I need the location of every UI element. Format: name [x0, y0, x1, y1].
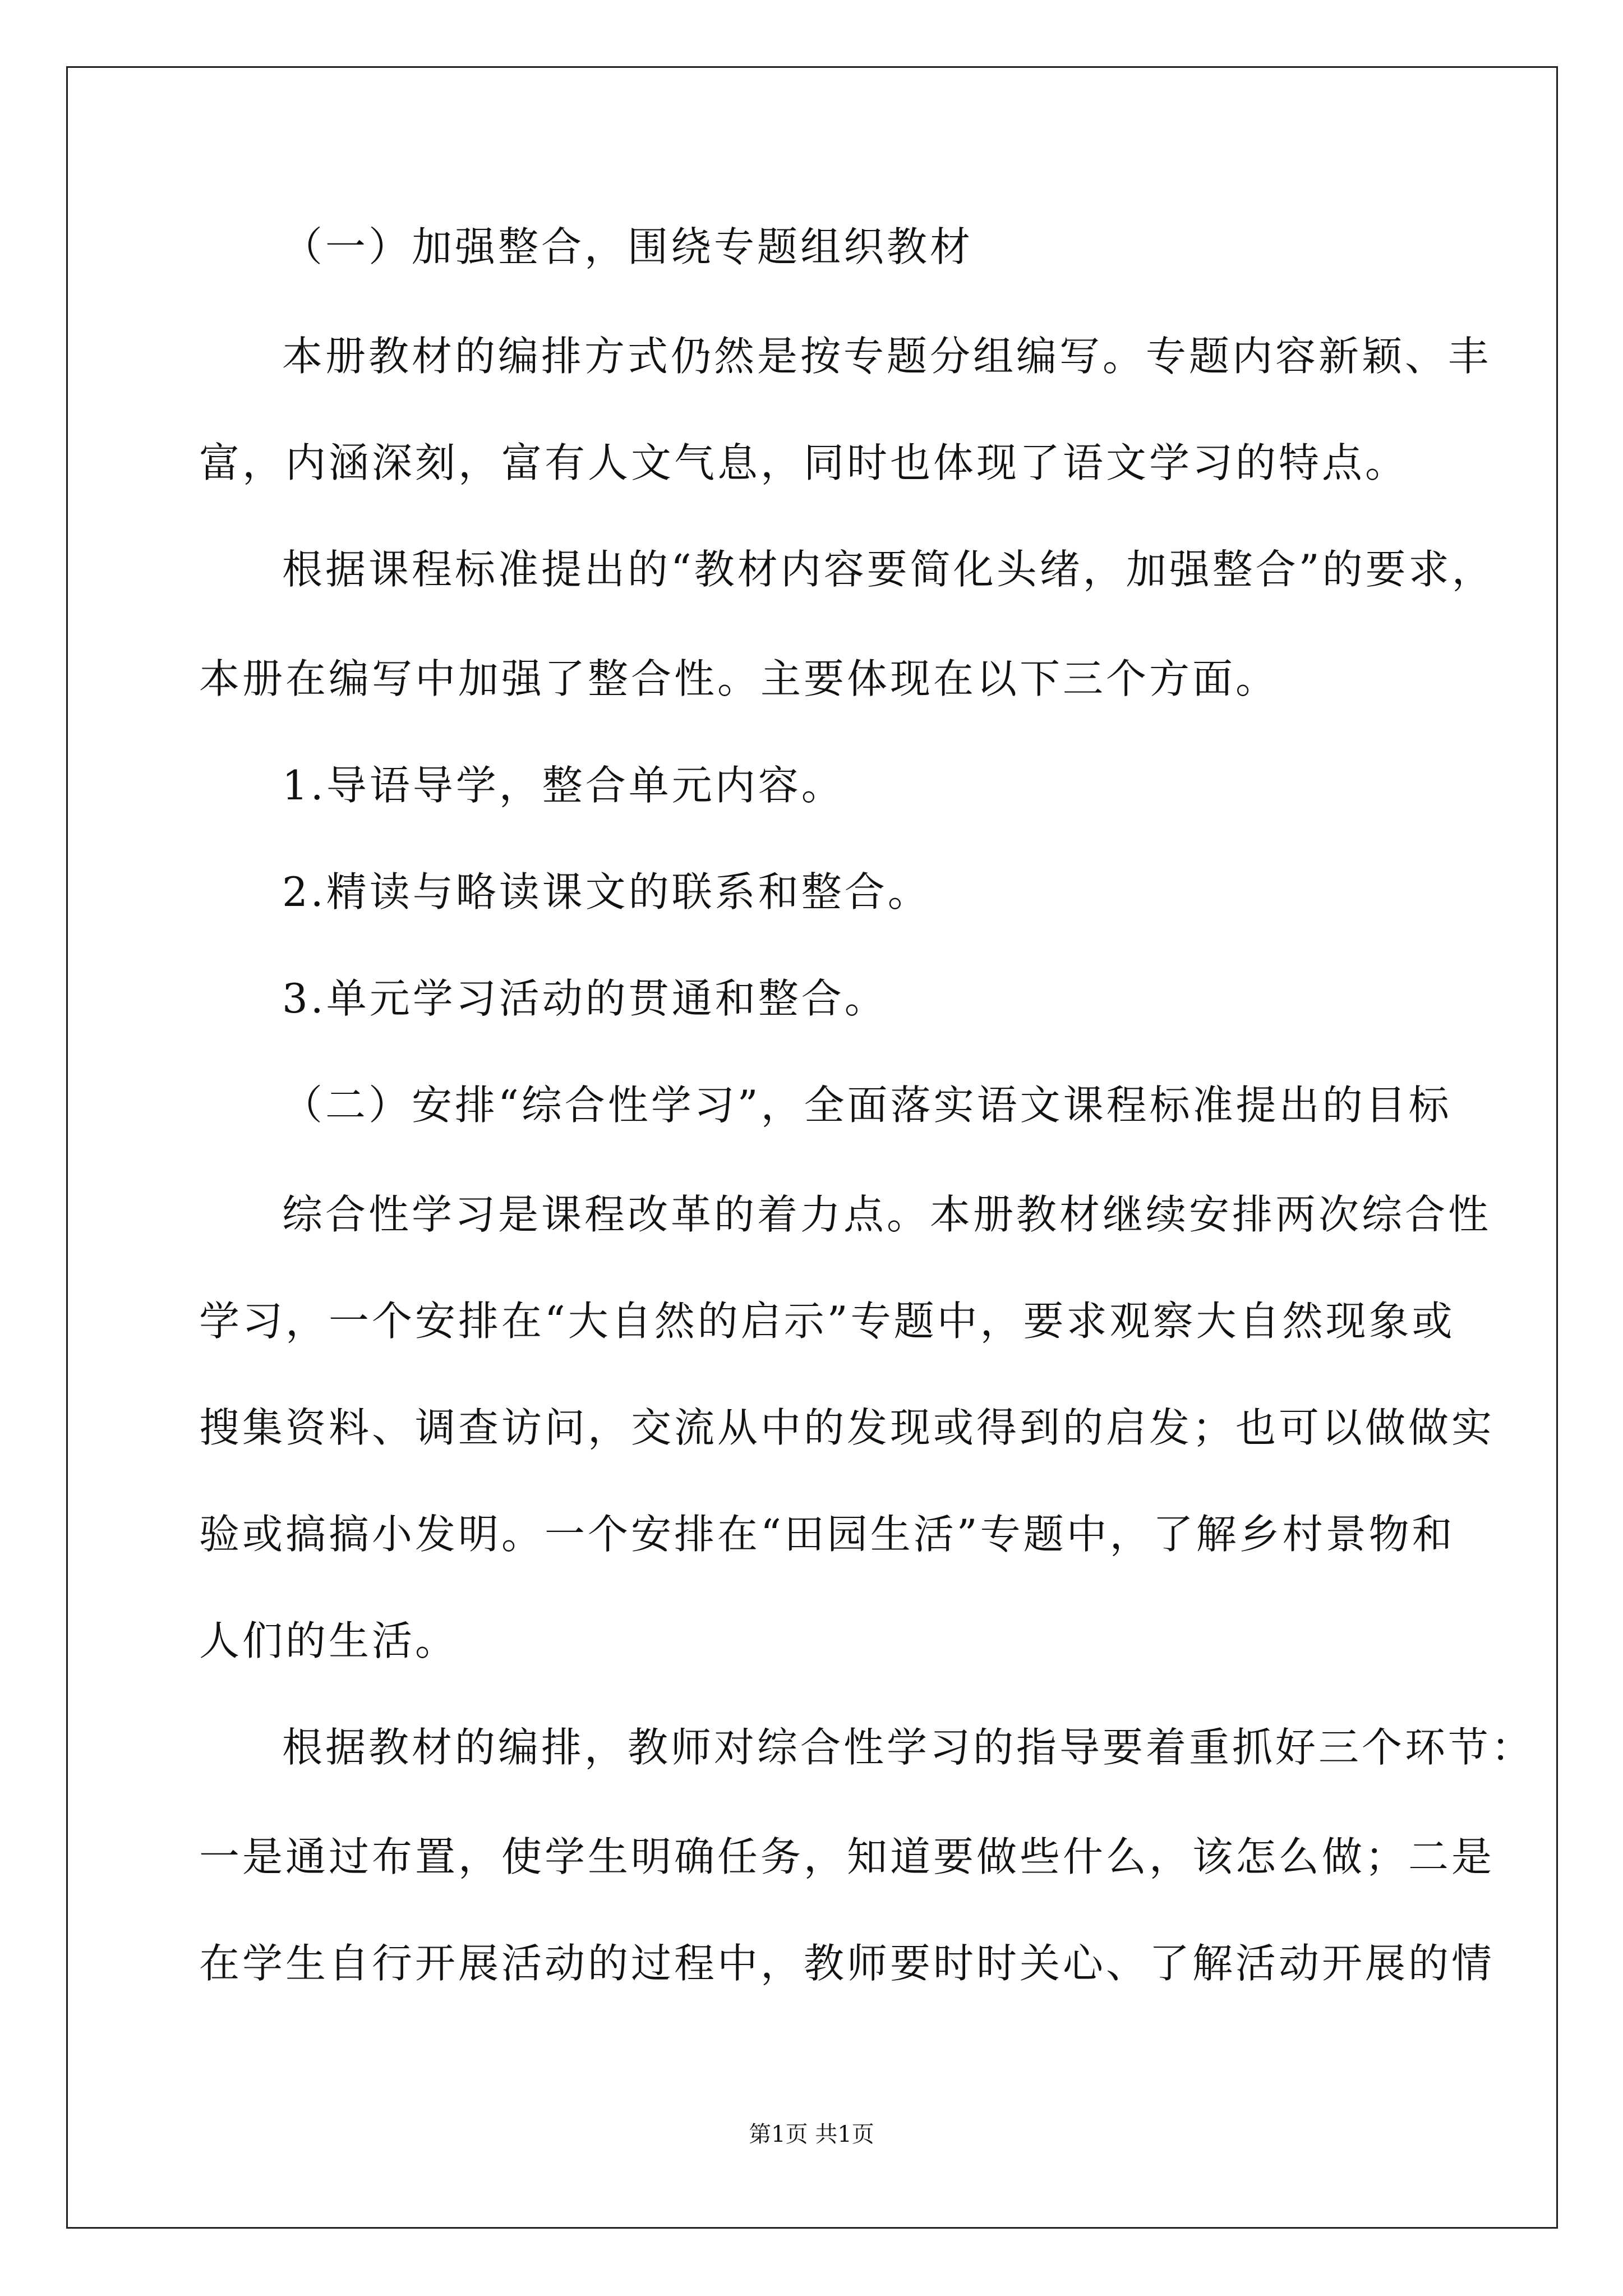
paragraph-line: 人们的生活。	[199, 1617, 459, 1664]
list-item-3: 3.单元学习活动的贯通和整合。	[282, 975, 888, 1022]
paragraph-line: 综合性学习是课程改革的着力点。本册教材继续安排两次综合性	[282, 1191, 1492, 1238]
paragraph-line: 富，内涵深刻，富有人文气息，同时也体现了语文学习的特点。	[199, 439, 1409, 486]
list-item-2: 2.精读与略读课文的联系和整合。	[282, 868, 931, 915]
list-item-1: 1.导语导学，整合单元内容。	[282, 762, 845, 809]
paragraph-line: 一是通过布置，使学生明确任务，知道要做些什么，该怎么做；二是	[199, 1833, 1495, 1880]
paragraph-line: 学习，一个安排在“大自然的启示”专题中，要求观察大自然现象或	[199, 1297, 1455, 1345]
section-heading-1: （一）加强整合，围绕专题组织教材	[282, 223, 974, 270]
paragraph-line: 验或搞搞小发明。一个安排在“田园生活”专题中，了解乡村景物和	[199, 1511, 1455, 1558]
paragraph-line: 本册教材的编排方式仍然是按专题分组编写。专题内容新颖、丰	[282, 333, 1492, 380]
paragraph-line: 搜集资料、调查访问，交流从中的发现或得到的启发；也可以做做实	[199, 1404, 1495, 1451]
page-number-footer: 第1页 共1页	[749, 2122, 874, 2147]
paragraph-line: 根据教材的编排，教师对综合性学习的指导要着重抓好三个环节：	[282, 1724, 1535, 1771]
section-heading-2: （二）安排“综合性学习”，全面落实语文课程标准提出的目标	[282, 1082, 1452, 1129]
paragraph-line: 本册在编写中加强了整合性。主要体现在以下三个方面。	[199, 655, 1279, 702]
paragraph-line: 在学生自行开展活动的过程中，教师要时时关心、了解活动开展的情	[199, 1940, 1495, 1987]
paragraph-line: 根据课程标准提出的“教材内容要简化头绪，加强整合”的要求，	[282, 546, 1495, 593]
page-border	[66, 66, 1558, 2229]
